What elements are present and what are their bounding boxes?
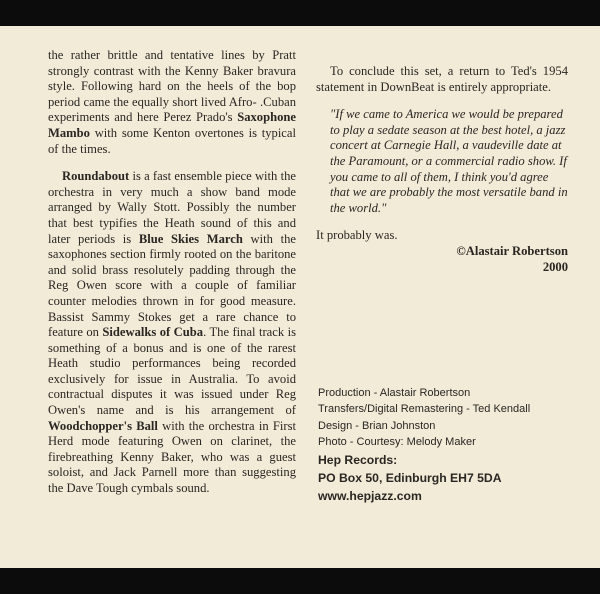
- closing-line: It probably was.: [316, 228, 398, 243]
- author-year: 2000: [542, 259, 568, 274]
- label-website: www.hepjazz.com: [318, 488, 422, 503]
- credit-transfers: Transfers/Digital Remastering - Ted Kendall: [318, 403, 531, 416]
- production-credits: [318, 385, 578, 505]
- author-credit: ©Alastair Robertson: [456, 243, 568, 258]
- track-title-blue-skies-march: Blue Skies March: [138, 231, 243, 246]
- track-title-roundabout: Roundabout: [62, 169, 130, 184]
- track-title-sidewalks-of-cuba: Sidewalks of Cuba: [102, 325, 204, 340]
- left-column: [48, 48, 296, 509]
- paragraph-saxophone-mambo: the rather brittle and tentative lines by Pratt strongly contrast with the Kenny Baker bravura style. Following hard on the heels of the bop period came the equally short lived Afro- .Cuban experiments and here Perez Prado's Saxophone Mambo with some Kenton overtones is typical of the times.: [48, 48, 296, 156]
- label-address: PO Box 50, Edinburgh EH7 5DA: [318, 470, 502, 485]
- paragraph-roundabout: Roundabout is a fast ensemble piece with the orchestra in very much a show band mode arranged by Wally Stott. Possibly the number that best typifies the Heath sound of this and later periods is Blue Skies March with the saxophones section firmly rooted on the baritone and solid brass resolutely padding through the Reg Owen score with a couple of familiar counter melodies thrown in for good measure. Bassist Sammy Stokes get a rare chance to feature on Sidewalks of Cuba. The final track is something of a bonus and is one of the rarest Heath studio performances being recorded exclusively for issue in Australia. To avoid contractual disputes it was issued under Reg Owen's name and is his arrangement of Woodchopper's Ball with the orchestra in First Herd mode featuring Owen on clarinet, the firebreathing Kenny Baker, who was a guest soloist, and Jack Parnell more than suggesting the Dave Tough cymbals sound.: [48, 169, 296, 496]
- track-title-woodchoppers-ball: Woodchopper's Ball: [48, 418, 158, 433]
- conclusion-intro: To conclude this set, a return to Ted's 1954 statement in DownBeat is entirely appropriate.: [316, 64, 568, 94]
- track-title-saxophone-mambo: Saxophone Mambo: [48, 110, 296, 140]
- liner-notes-page: [0, 26, 600, 568]
- downbeat-quote: "If we came to America we would be prepared to play a sedate season at the best hotel, a jazz concert at Carnegie Hall, a vaudeville date at the Paramount, or a commercial radio show. If you came to all of them, I think you'd agree that we are probably the most versatile band in the world.": [330, 107, 568, 215]
- credit-production: Production - Alastair Robertson: [318, 387, 471, 399]
- right-column: [316, 64, 568, 275]
- credit-photo: Photo - Courtesy: Melody Maker: [318, 436, 476, 449]
- credit-design: Design - Brian Johnston: [318, 419, 436, 432]
- label-name: Hep Records:: [318, 452, 398, 467]
